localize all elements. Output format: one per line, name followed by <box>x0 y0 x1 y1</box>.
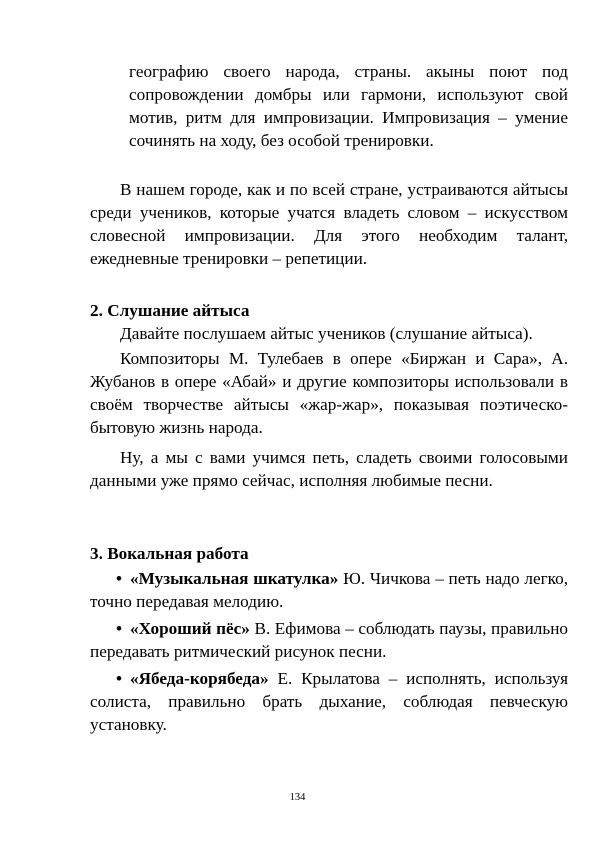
singing-paragraph: Ну, а мы с вами учимся петь, сладеть своими голосовыми данными уже прямо сейчас, исполняя любимые песни. <box>90 448 568 490</box>
song-item <box>90 567 568 613</box>
section-2-heading: 2. Слушание айтыса <box>90 301 250 320</box>
song-title: «Музыкальная шкатулка» <box>130 569 339 588</box>
listen-intro-paragraph: Давайте послушаем айтыс учеников (слушание айтыса). <box>120 324 533 343</box>
song-description: Ю. Чичкова – петь надо легко, точно передавая мелодию. <box>90 569 568 611</box>
composers-paragraph: Композиторы М. Тулебаев в опере «Биржан и Сара», А. Жубанов в опере «Абай» и другие композиторы использовали в своём творчестве айтысы «жар-жар», показывая поэтическо-бытовую жизнь народа. <box>90 349 568 437</box>
song-item <box>90 667 568 736</box>
bullet-icon: • <box>116 669 123 688</box>
page-number: 134 <box>289 792 306 803</box>
continuation-paragraph: географию своего народа, страны. акыны поют под сопровождении домбры или гармони, используют свой мотив, ритм для импровизации. Импровизация – умение сочинять на ходу, без особой тренировки. <box>129 62 568 150</box>
city-aitys-paragraph: В нашем городе, как и по всей стране, устраиваются айтысы среди учеников, которые учатся владеть словом – искусством словесной импровизации. Для этого необходим талант, ежедневные тренировки – репетиции. <box>90 180 568 268</box>
song-title: «Хороший пёс» <box>130 619 250 638</box>
bullet-icon: • <box>116 619 123 638</box>
song-description: В. Ефимова – соблюдать паузы, правильно передавать ритмический рисунок песни. <box>90 619 568 661</box>
song-title: «Ябеда-корябеда» <box>130 669 269 688</box>
section-3-heading: 3. Вокальная работа <box>90 544 249 563</box>
bullet-icon: • <box>116 569 123 588</box>
song-description: Е. Крылатова – исполнять, используя солиста, правильно брать дыхание, соблюдая певческую установку. <box>90 669 568 734</box>
song-item <box>90 617 568 663</box>
